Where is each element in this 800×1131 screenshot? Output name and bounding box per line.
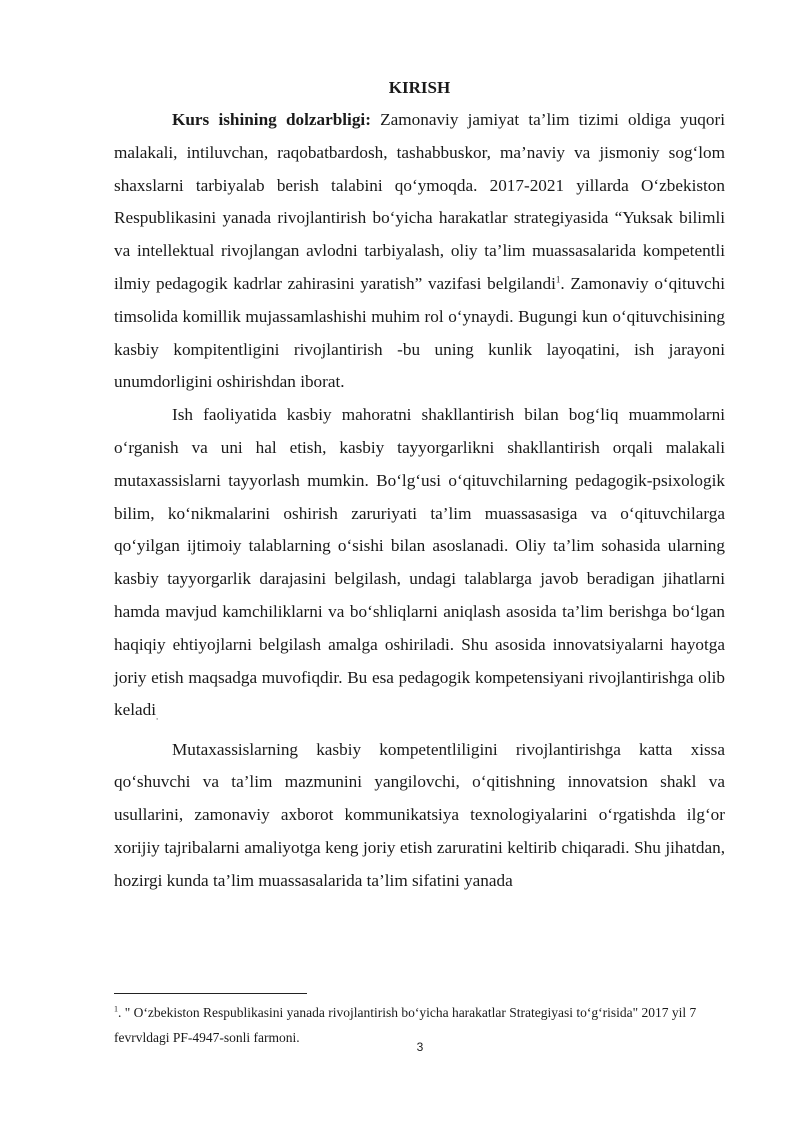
footnote-text: . " O‘zbekiston Respublikasini yanada rivojlantirish bo‘yicha harakatlar Strategiyasi to‘g‘risida" 2017 yil 7 fevrvldagi PF-4947-sonli farmoni. <box>114 1005 697 1045</box>
paragraph-2-text: Ish faoliyatida kasbiy mahoratni shakllantirish bilan bog‘liq muammolarni o‘rganish va uni hal etish, kasbiy tayyorgarlikni shakllantirish orqali malakali mutaxassislarni tayyorlash mumkin. Bo‘lg‘usi o‘qituvchilarning pedagogik-psixologik bilim, ko‘nikmalarini oshirish zaruriyati ta’lim muassasasiga va o‘qituvchilarga qo‘yilgan ijtimoiy talablarning o‘sishi bilan asoslanadi. Oliy ta’lim sohasida ularning kasbiy tayyorgarlik darajasini belgilash, undagi talablarga javob beradigan jihatlarni hamda mavjud kamchiliklarni va bo‘shliqlarni aniqlash asosida ta’lim berishga bo‘lgan haqiqiy ehtiyojlarni belgilash amalga oshiriladi. Shu asosida innovatsiyalarni hayotga joriy etish maqsadga muvofiqdir. Bu esa pedagogik kompetensiyani rivojlantirishga olib keladi <box>114 405 725 720</box>
paragraph-1-text-a: Zamonaviy jamiyat ta’lim tizimi oldiga yuqori malakali, intiluvchan, raqobatbardosh, tashabbuskor, ma’naviy va jismoniy sog‘lom shaxslarni tarbiyalab berish talabini qo‘ymoqda. 2017-2021 yillarda O‘zbekiston Respublikasini yanada rivojlantirish bo‘yicha harakatlar strategiyasida “Yuksak bilimli va intellektual rivojlangan avlodni tarbiyalash, oliy ta’lim muassasalarida kompetentli ilmiy pedagogik kadrlar zahirasini yaratish” vazifasi belgilandi <box>114 110 725 293</box>
page-number: 3 <box>416 1040 424 1054</box>
paragraph-3-text: Mutaxassislarning kasbiy kompetentliligini rivojlantirishga katta xissa qo‘shuvchi va ta’lim mazmunini yangilovchi, o‘qitishning innovatsion shakl va usullarini, zamonaviy axborot kommunikatsiya texnologiyalarini o‘rgatishda ilg‘or xorijiy tajribalarni amaliyotga keng joriy etish zaruratini keltirib chiqaradi. Shu jihatdan, hozirgi kunda ta’lim muassasalarida ta’lim sifatini yanada <box>114 739 725 890</box>
page-body <box>114 68 725 898</box>
footnote-divider <box>114 993 307 994</box>
paragraph-1-text-b: . Zamonaviy o‘qituvchi timsolida komillik mujassamlashishi muhim rol o‘ynaydi. Bugungi kun o‘qituvchisining kasbiy kompitentligini rivojlantirish -bu uning kunlik layoqatini, ish jarayoni unumdorligini oshirishdan iborat. <box>114 273 725 392</box>
paragraph-2 <box>114 399 725 733</box>
paragraph-1 <box>114 104 725 399</box>
footnote-mark: 1 <box>114 1004 118 1014</box>
paragraph-lead: Kurs ishining dolzarbligi: <box>172 110 371 129</box>
paragraph-3 <box>114 734 725 898</box>
paragraph-2-end: . <box>156 711 159 722</box>
footnote-reference[interactable]: 1 <box>555 274 561 285</box>
section-title: KIRISH <box>388 78 451 97</box>
